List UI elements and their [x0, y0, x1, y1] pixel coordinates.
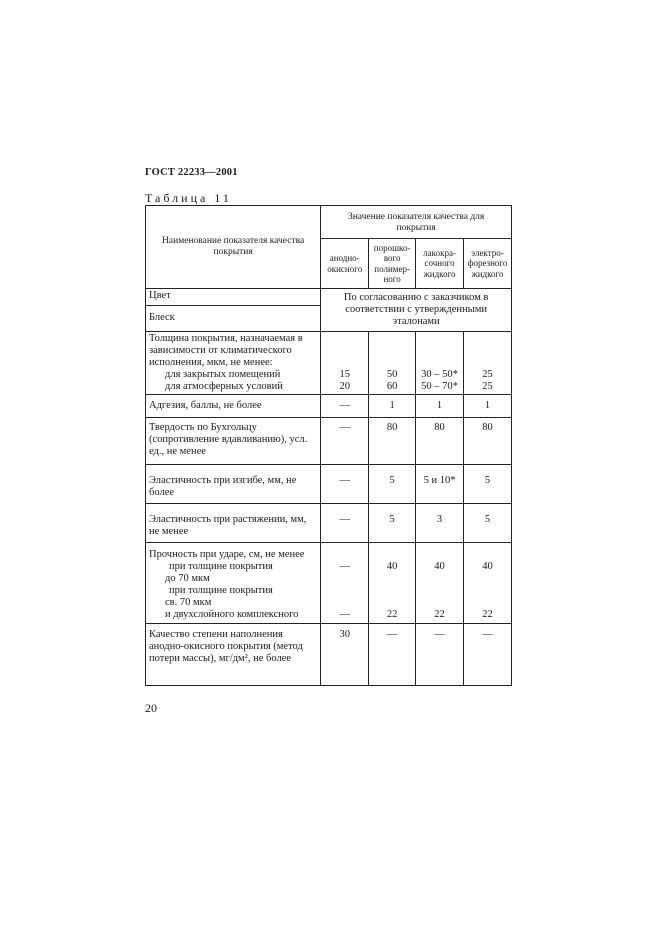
thickness-sub-indoor: для закрытых помещений [165, 369, 281, 380]
cell: 30 – 50* 50 – 70* [416, 332, 464, 395]
cell: — [321, 418, 369, 465]
cell: — — [321, 543, 369, 624]
table-row [146, 289, 512, 306]
impact-label: Прочность при ударе, см, не менее [149, 549, 305, 560]
row-name-elasticity-stretch: Эластичность при растяжении, мм, не менее [146, 504, 321, 543]
row-name-hardness: Твердость по Бухгольцу (сопротивление вдавливанию), усл. ед., не менее [146, 418, 321, 465]
table-row [146, 332, 512, 395]
name-column-header: Наименование показателя качества покрытия [146, 206, 321, 289]
thickness-label: Толщина покрытия, назначаемая в зависимости от климатического исполнения, мкм, не менее: [149, 333, 303, 368]
cell: 40 22 [416, 543, 464, 624]
impact-sub2b: св. 70 мкм [165, 597, 212, 608]
impact-sub1b: до 70 мкм [165, 573, 210, 584]
cell: 3 [416, 504, 464, 543]
document-header: ГОСТ 22233—2001 [145, 167, 238, 178]
cell: 15 20 [321, 332, 369, 395]
cell: — [416, 624, 464, 686]
subheader-anodic: анодно-окисного [321, 239, 369, 289]
subheader-paint: лакокра-сочного жидкого [416, 239, 464, 289]
row-name-thickness [146, 332, 321, 395]
cell: 5 и 10* [416, 465, 464, 504]
cell: 30 [321, 624, 369, 686]
impact-sub2: при толщине покрытия [169, 585, 273, 596]
impact-sub3: и двухслойного комплексного [165, 609, 299, 620]
cell: 1 [416, 395, 464, 418]
thickness-sub-outdoor: для атмосферных условий [165, 381, 283, 392]
cell: 1 [464, 395, 512, 418]
cell: 80 [416, 418, 464, 465]
cell: — [369, 624, 416, 686]
cell: 25 25 [464, 332, 512, 395]
table-row [146, 418, 512, 465]
row-name-elasticity-bend: Эластичность при изгибе, мм, не более [146, 465, 321, 504]
table-row [146, 543, 512, 624]
table-caption: Таблица 11 [145, 191, 232, 205]
subheader-powder: порошко-вого полимер-ного [369, 239, 416, 289]
cell: — [321, 504, 369, 543]
table-row [146, 465, 512, 504]
table-row [146, 504, 512, 543]
header-row [146, 206, 512, 239]
cell: — [321, 465, 369, 504]
row-name-adhesion: Адгезия, баллы, не более [146, 395, 321, 418]
cell: 40 22 [464, 543, 512, 624]
subheader-electrophoretic: электро-форезного жидкого [464, 239, 512, 289]
cell: 50 60 [369, 332, 416, 395]
cell: — [321, 395, 369, 418]
row-name-gloss: Блеск [146, 305, 321, 331]
cell: 40 22 [369, 543, 416, 624]
group-header: Значение показателя качества для покрытия [321, 206, 512, 239]
quality-table [145, 205, 512, 686]
table-row [146, 624, 512, 686]
cell: 5 [464, 465, 512, 504]
merged-value-cell: По согласованию с заказчиком в соответствии с утвержденными эталонами [321, 289, 512, 332]
cell: — [464, 624, 512, 686]
row-name-fill-quality: Качество степени наполнения анодно-окисного покрытия (метод потери массы), мг/дм², не более [146, 624, 321, 686]
cell: 5 [369, 465, 416, 504]
row-name-impact [146, 543, 321, 624]
row-name-color: Цвет [146, 289, 321, 306]
cell: 80 [464, 418, 512, 465]
cell: 5 [464, 504, 512, 543]
cell: 1 [369, 395, 416, 418]
page-number: 20 [145, 701, 157, 715]
impact-sub1: при толщине покрытия [169, 561, 273, 572]
cell: 80 [369, 418, 416, 465]
cell: 5 [369, 504, 416, 543]
table-row [146, 395, 512, 418]
